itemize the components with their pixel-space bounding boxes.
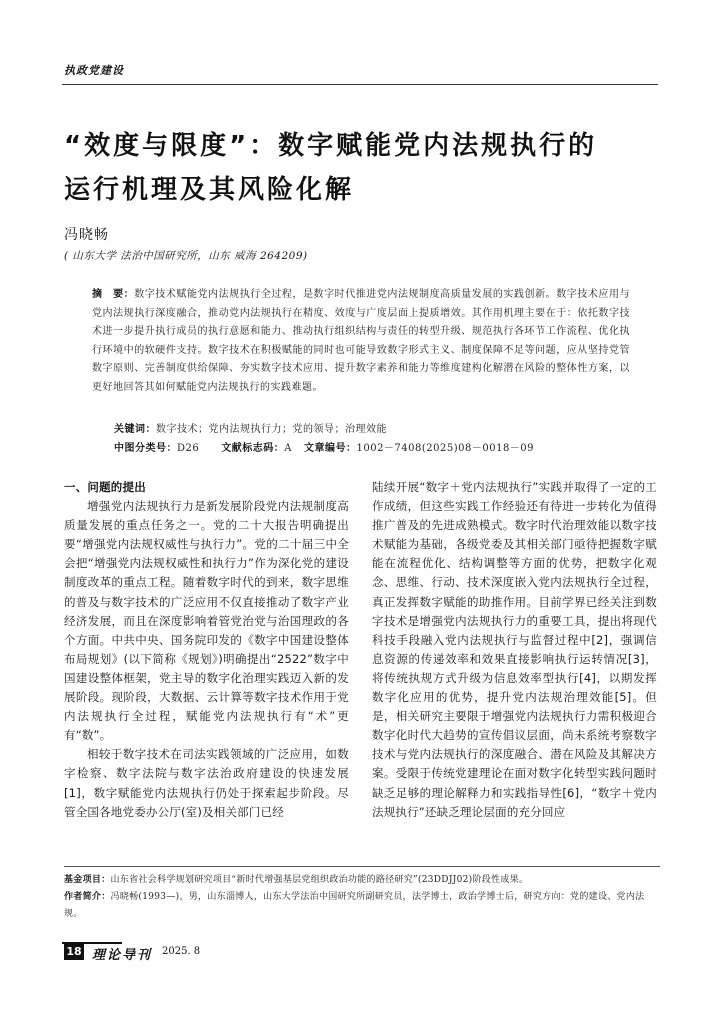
keywords <box>114 421 387 440</box>
fund-note <box>64 872 660 889</box>
title-line-2: 运行机理及其风险化解 <box>64 175 355 205</box>
classification-line <box>114 440 534 459</box>
page-number: 18 <box>64 944 84 960</box>
author-name: 冯晓畅 <box>64 227 109 243</box>
journal-name: 理论导刊 <box>92 948 153 963</box>
header-divider <box>62 84 658 85</box>
clc-value: D26 <box>177 443 200 454</box>
body-column-right <box>372 478 657 822</box>
author-affiliation: ( 山东大学 法治中国研究所，山东 威海 264209) <box>64 250 308 262</box>
section-label: 执政党建设 <box>64 64 124 77</box>
footnote-divider <box>64 866 660 867</box>
clc-label: 中图分类号： <box>114 443 177 454</box>
article-number-label: 文章编号： <box>303 443 357 454</box>
author-bio <box>64 889 660 922</box>
keywords-text: 数字技术；党内法规执行力；党的领导；治理效能 <box>156 424 387 435</box>
fund-text: 山东省社会科学规划研究项目“新时代增强基层党组织政治功能的路径研究”(23DDJJ02)阶段性成果。 <box>110 875 529 885</box>
article-number-value: 1002－7408(2025)08－0018－09 <box>356 443 535 454</box>
section-heading: 一、问题的提出 <box>64 480 146 494</box>
body-column-left <box>64 478 349 822</box>
bio-label: 作者简介： <box>64 892 111 902</box>
abstract <box>92 286 630 397</box>
body-paragraph: 陆续开展“数字＋党内法规执行”实践并取得了一定的工作成绩，但这些实践工作经验还有待进一步转化为值得推广普及的先进成熟模式。数字时代治理效能以数字技术赋能为基础，各级党委及其相关部门亟待把握数字赋能在流程优化、结构调整等方面的优势，把数字化观念、思维、行动、技术深度嵌入党内法规执行全过程，真正发挥数字赋能的助推作用。目前学界已经关注到数字技术是增强党内法规执行力的重要工具，提出将现代科技手段融入党内法规执行与监督过程中[2]，强调信息资源的传递效率和效果直接影响执行运转情况[3]，将传统执规方式升级为信息效率型执行[4]，以期发挥数字化应用的优势，提升党内法规治理效能[5]。但是，相关研究主要限于增强党内法规执行力需积极迎合数字化时代大趋势的宣传倡议层面，尚未系统考察数字技术与党内法规执行的深度融合、潜在风险及其解决方案。受限于传统党建理论在面对数字化转型实践问题时缺乏足够的理论解释力和实践指导性[6]，“数字＋党内法规执行”还缺乏理论层面的充分回应 <box>372 480 657 819</box>
doc-code-value: A <box>284 443 292 454</box>
article-title <box>64 124 664 212</box>
body-paragraph: 相较于数字技术在司法实践领域的广泛应用，如数字检察、数字法院与数字法治政府建设的快速发展[1]，数字赋能党内法规执行仍处于探索起步阶段。尽管全国各地党委办公厅(室)及相关部门已经 <box>64 747 349 819</box>
keywords-label: 关键词： <box>114 424 156 435</box>
fund-label: 基金项目： <box>64 875 111 885</box>
issue-date: 2025. 8 <box>162 946 201 957</box>
doc-code-label: 文献标志码： <box>221 443 285 454</box>
title-line-1: “效度与限度”：数字赋能党内法规执行的 <box>64 131 598 161</box>
bio-text: 冯晓畅(1993—)，男，山东淄博人，山东大学法治中国研究所副研究员，法学博士，政治学博士后，研究方向：党的建设、党内法规。 <box>64 892 645 919</box>
abstract-text: 数字技术赋能党内法规执行全过程，是数字时代推进党内法规制度高质量发展的实践创新。数字技术应用与党内法规执行深度融合，推动党内法规执行在精度、效度与广度层面上提质增效。其作用机理主要在于：依托数字技术进一步提升执行成员的执行意愿和能力、推动执行组织结构与责任的转型升级、规范执行各环节工作流程、优化执行环境中的软硬件支持。数字技术在积极赋能的同时也可能导致数字形式主义、制度保障不足等问题，应从坚持党管数字原则、完善制度供给保障、夯实数字技术应用、提升数字素养和能力等维度建构化解潜在风险的整体性方案，以更好地回答其如何赋能党内法规执行的实践难题。 <box>92 289 631 393</box>
body-paragraph: 增强党内法规执行力是新发展阶段党内法规制度高质量发展的重点任务之一。党的二十大报告明确提出要“增强党内法规权威性与执行力”。党的二十届三中全会把“增强党内法规权威性和执行力”作为深化党的建设制度改革的重点工程。随着数字时代的到来，数字思维的普及与数字技术的广泛应用不仅直接推动了数字产业经济发展，而且在深度影响着管党治党与治国理政的各个方面。中共中央、国务院印发的《数字中国建设整体布局规划》(以下简称《规划》)明确提出“2522”数字中国建设整体框架，党主导的数字化治理实践迈入新的发展阶段。现阶段，大数据、云计算等数字技术作用于党内法规执行全过程，赋能党内法规执行有“术”更有“数”。 <box>64 499 349 743</box>
abstract-label: 摘 要： <box>92 289 135 300</box>
